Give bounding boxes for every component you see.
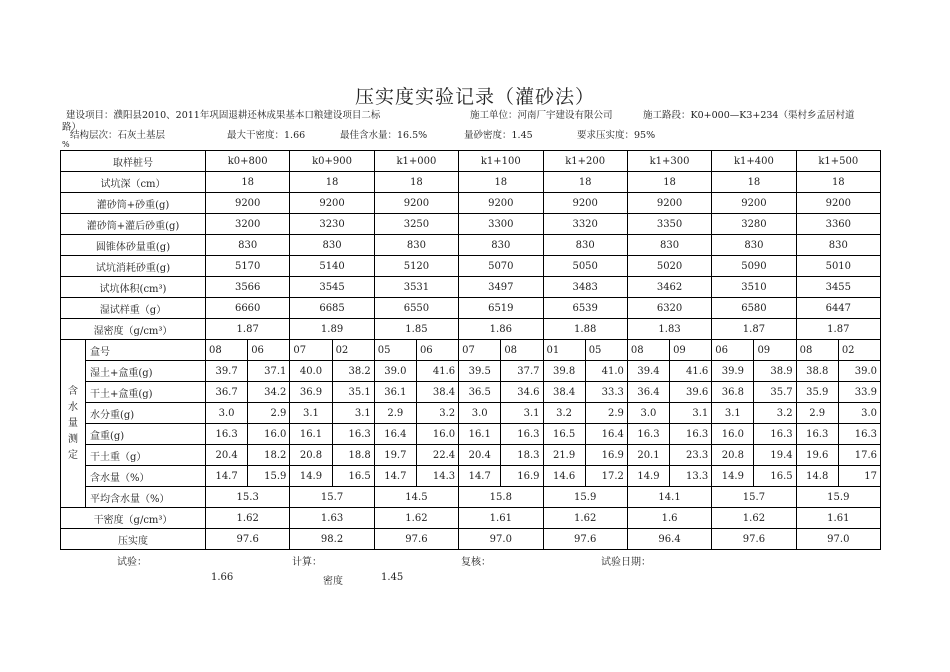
value-cell: 6447 <box>796 298 880 319</box>
sub-value-cell: 34.6 <box>501 382 543 403</box>
sub-value-cell: 18.8 <box>332 445 374 466</box>
sub-value-cell: 07 <box>290 340 332 361</box>
value-cell: 1.89 <box>290 319 374 340</box>
sub-value-cell: 3.2 <box>416 403 458 424</box>
water-sub-row <box>61 361 881 382</box>
sub-value-cell: 3.1 <box>501 403 543 424</box>
value-cell: 9200 <box>206 193 290 214</box>
row-label: 湿试样重（g） <box>61 298 206 319</box>
sub-value-cell: 20.8 <box>712 445 754 466</box>
station-cell: k0+800 <box>206 151 290 172</box>
meta-sand-density: 量砂密度：1.45 <box>464 130 533 141</box>
sub-value-cell: 14.7 <box>459 466 501 487</box>
sub-value-cell: 16.5 <box>332 466 374 487</box>
sub-value-cell: 3.0 <box>838 403 880 424</box>
value-cell: 18 <box>374 172 458 193</box>
station-cell: k1+500 <box>796 151 880 172</box>
value-cell: 5120 <box>374 256 458 277</box>
sub-value-cell: 36.5 <box>459 382 501 403</box>
sub-value-cell: 16.3 <box>796 424 838 445</box>
sub-value-cell: 40.0 <box>290 361 332 382</box>
sub-value-cell: 33.9 <box>838 382 880 403</box>
value-cell: 6550 <box>374 298 458 319</box>
station-cell: k1+200 <box>543 151 627 172</box>
station-cell: k1+000 <box>374 151 458 172</box>
sub-value-cell: 14.8 <box>796 466 838 487</box>
value-cell: 1.62 <box>543 508 627 529</box>
sub-value-cell: 3.2 <box>754 403 796 424</box>
table-row <box>61 277 881 298</box>
value-cell: 3230 <box>290 214 374 235</box>
sub-value-cell: 08 <box>627 340 669 361</box>
avg-value-cell: 15.8 <box>459 487 543 508</box>
meta-max-density: 最大干密度：1.66 <box>227 130 306 141</box>
sub-value-cell: 16.4 <box>585 424 627 445</box>
sub-value-cell: 36.8 <box>712 382 754 403</box>
water-sub-row <box>61 466 881 487</box>
table-row <box>61 508 881 529</box>
sub-value-cell: 3.1 <box>712 403 754 424</box>
water-content-side-label: 含 水 量 测 定 <box>61 340 86 508</box>
row-label: 压实度 <box>61 529 206 550</box>
sub-value-cell: 14.7 <box>206 466 248 487</box>
value-cell: 830 <box>796 235 880 256</box>
meta-project: 建设项目：濮阳县2010、2011年巩固退耕还林成果基本口粮建设项目二标 <box>66 110 381 121</box>
value-cell: 5090 <box>712 256 796 277</box>
sub-row-label: 含水量（%） <box>86 466 206 487</box>
value-cell: 18 <box>206 172 290 193</box>
value-cell: 6320 <box>627 298 711 319</box>
sub-value-cell: 41.6 <box>670 361 712 382</box>
sub-value-cell: 35.7 <box>754 382 796 403</box>
sub-value-cell: 16.3 <box>670 424 712 445</box>
value-cell: 830 <box>374 235 458 256</box>
value-cell: 1.62 <box>206 508 290 529</box>
sub-value-cell: 14.9 <box>712 466 754 487</box>
sub-value-cell: 39.7 <box>206 361 248 382</box>
value-cell: 97.0 <box>796 529 880 550</box>
value-cell: 18 <box>459 172 543 193</box>
row-label: 圆锥体砂量重(g) <box>61 235 206 256</box>
sub-row-label: 干土+盒重(g) <box>86 382 206 403</box>
sub-value-cell: 16.1 <box>290 424 332 445</box>
sub-value-cell: 08 <box>796 340 838 361</box>
water-sub-row <box>61 424 881 445</box>
value-cell: 3497 <box>459 277 543 298</box>
value-cell: 98.2 <box>290 529 374 550</box>
sub-value-cell: 38.4 <box>416 382 458 403</box>
sub-value-cell: 20.4 <box>206 445 248 466</box>
avg-value-cell: 15.9 <box>543 487 627 508</box>
sub-value-cell: 2.9 <box>248 403 290 424</box>
value-cell: 97.6 <box>206 529 290 550</box>
sub-value-cell: 16.0 <box>248 424 290 445</box>
value-cell: 9200 <box>712 193 796 214</box>
sub-value-cell: 16.9 <box>585 445 627 466</box>
value-cell: 9200 <box>374 193 458 214</box>
table-row <box>61 256 881 277</box>
sub-value-cell: 16.9 <box>501 466 543 487</box>
sub-row-label: 湿土+盒重(g) <box>86 361 206 382</box>
value-cell: 1.87 <box>796 319 880 340</box>
sub-value-cell: 3.0 <box>206 403 248 424</box>
sub-value-cell: 17.2 <box>585 466 627 487</box>
row-label: 灌砂筒+砂重(g) <box>61 193 206 214</box>
footer-calc: 计算： <box>292 557 322 568</box>
sub-value-cell: 15.9 <box>248 466 290 487</box>
sub-value-cell: 19.7 <box>374 445 416 466</box>
sub-value-cell: 16.3 <box>206 424 248 445</box>
sub-value-cell: 02 <box>838 340 880 361</box>
avg-value-cell: 15.7 <box>290 487 374 508</box>
sub-value-cell: 33.3 <box>585 382 627 403</box>
sub-value-cell: 14.3 <box>416 466 458 487</box>
sub-value-cell: 16.3 <box>501 424 543 445</box>
value-cell: 1.87 <box>206 319 290 340</box>
sub-row-label: 盒号 <box>86 340 206 361</box>
sub-value-cell: 08 <box>501 340 543 361</box>
value-cell: 5170 <box>206 256 290 277</box>
value-cell: 830 <box>543 235 627 256</box>
value-cell: 9200 <box>627 193 711 214</box>
value-cell: 1.83 <box>627 319 711 340</box>
value-cell: 96.4 <box>627 529 711 550</box>
page-title: 压实度实验记录（灌砂法） <box>354 86 595 108</box>
value-cell: 18 <box>712 172 796 193</box>
sub-value-cell: 01 <box>543 340 585 361</box>
water-sub-row <box>61 382 881 403</box>
value-cell: 1.61 <box>796 508 880 529</box>
sub-value-cell: 36.4 <box>627 382 669 403</box>
sub-value-cell: 36.9 <box>290 382 332 403</box>
sub-value-cell: 16.1 <box>459 424 501 445</box>
value-cell: 1.88 <box>543 319 627 340</box>
sub-value-cell: 06 <box>712 340 754 361</box>
value-cell: 5140 <box>290 256 374 277</box>
station-cell: k1+100 <box>459 151 543 172</box>
sub-value-cell: 37.7 <box>501 361 543 382</box>
meta-opt-water: 最佳含水量：16.5% <box>340 130 428 141</box>
meta-layer: 结构层次：石灰土基层 <box>70 130 166 141</box>
sub-value-cell: 07 <box>459 340 501 361</box>
sub-value-cell: 14.6 <box>543 466 585 487</box>
sub-value-cell: 17.6 <box>838 445 880 466</box>
sub-value-cell: 36.7 <box>206 382 248 403</box>
value-cell: 6519 <box>459 298 543 319</box>
value-cell: 3250 <box>374 214 458 235</box>
table-row <box>61 214 881 235</box>
sub-value-cell: 3.0 <box>459 403 501 424</box>
sub-value-cell: 05 <box>374 340 416 361</box>
value-cell: 3510 <box>712 277 796 298</box>
sub-value-cell: 05 <box>585 340 627 361</box>
water-sub-row <box>61 445 881 466</box>
value-cell: 830 <box>290 235 374 256</box>
sub-value-cell: 02 <box>332 340 374 361</box>
value-cell: 1.63 <box>290 508 374 529</box>
sub-value-cell: 3.1 <box>290 403 332 424</box>
sub-value-cell: 23.3 <box>670 445 712 466</box>
value-cell: 5070 <box>459 256 543 277</box>
sub-value-cell: 17 <box>838 466 880 487</box>
value-cell: 18 <box>543 172 627 193</box>
value-cell: 1.62 <box>374 508 458 529</box>
sub-value-cell: 14.7 <box>374 466 416 487</box>
sub-value-cell: 39.9 <box>712 361 754 382</box>
footer-value-1: 1.66 <box>211 572 234 583</box>
sub-value-cell: 09 <box>754 340 796 361</box>
avg-value-cell: 14.5 <box>374 487 458 508</box>
row-label: 干密度（g/cm³） <box>61 508 206 529</box>
value-cell: 1.86 <box>459 319 543 340</box>
sub-value-cell: 41.0 <box>585 361 627 382</box>
footer-tester: 试验： <box>117 557 147 568</box>
sub-value-cell: 20.4 <box>459 445 501 466</box>
value-cell: 9200 <box>290 193 374 214</box>
value-cell: 3483 <box>543 277 627 298</box>
sub-value-cell: 16.0 <box>712 424 754 445</box>
avg-row-label: 平均含水量（%） <box>86 487 206 508</box>
value-cell: 18 <box>290 172 374 193</box>
sub-value-cell: 3.0 <box>627 403 669 424</box>
value-cell: 97.6 <box>374 529 458 550</box>
sub-value-cell: 16.3 <box>627 424 669 445</box>
value-cell: 18 <box>796 172 880 193</box>
sub-value-cell: 16.4 <box>374 424 416 445</box>
value-cell: 3280 <box>712 214 796 235</box>
value-cell: 97.0 <box>459 529 543 550</box>
water-sub-row <box>61 340 881 361</box>
avg-value-cell: 15.3 <box>206 487 290 508</box>
sub-value-cell: 16.0 <box>416 424 458 445</box>
value-cell: 6539 <box>543 298 627 319</box>
sub-value-cell: 3.1 <box>670 403 712 424</box>
sub-row-label: 干土重（g） <box>86 445 206 466</box>
sub-value-cell: 19.6 <box>796 445 838 466</box>
meta-req-compaction: 要求压实度：95% <box>577 130 656 141</box>
sub-value-cell: 38.9 <box>754 361 796 382</box>
value-cell: 3350 <box>627 214 711 235</box>
sub-value-cell: 41.6 <box>416 361 458 382</box>
meta-contractor: 施工单位：河南厂宇建设有限公司 <box>470 110 613 121</box>
value-cell: 830 <box>459 235 543 256</box>
meta-section: 施工路段：K0+000—K3+234（渠村乡孟居村道 <box>643 110 855 121</box>
row-label: 湿密度（g/cm³） <box>61 319 206 340</box>
sub-value-cell: 16.5 <box>754 466 796 487</box>
sub-value-cell: 18.3 <box>501 445 543 466</box>
footer-date: 试验日期： <box>601 557 651 568</box>
value-cell: 1.61 <box>459 508 543 529</box>
row-label: 试坑深（cm） <box>61 172 206 193</box>
avg-value-cell: 15.7 <box>712 487 796 508</box>
value-cell: 9200 <box>796 193 880 214</box>
sub-value-cell: 39.0 <box>838 361 880 382</box>
sub-value-cell: 2.9 <box>585 403 627 424</box>
footer-density-label: 密度 <box>323 576 343 587</box>
sub-value-cell: 3.1 <box>332 403 374 424</box>
value-cell: 9200 <box>459 193 543 214</box>
sub-value-cell: 20.1 <box>627 445 669 466</box>
sub-value-cell: 37.1 <box>248 361 290 382</box>
value-cell: 6660 <box>206 298 290 319</box>
sub-value-cell: 39.0 <box>374 361 416 382</box>
sub-value-cell: 20.8 <box>290 445 332 466</box>
value-cell: 6685 <box>290 298 374 319</box>
value-cell: 1.62 <box>712 508 796 529</box>
table-row <box>61 172 881 193</box>
sub-value-cell: 38.8 <box>796 361 838 382</box>
water-sub-row <box>61 403 881 424</box>
value-cell: 97.6 <box>543 529 627 550</box>
value-cell: 3200 <box>206 214 290 235</box>
value-cell: 3462 <box>627 277 711 298</box>
avg-value-cell: 15.9 <box>796 487 880 508</box>
value-cell: 5050 <box>543 256 627 277</box>
avg-value-cell: 14.1 <box>627 487 711 508</box>
sub-value-cell: 06 <box>416 340 458 361</box>
value-cell: 830 <box>206 235 290 256</box>
table-header-row <box>61 151 881 172</box>
value-cell: 1.87 <box>712 319 796 340</box>
sub-value-cell: 18.2 <box>248 445 290 466</box>
sub-value-cell: 16.3 <box>754 424 796 445</box>
sub-value-cell: 22.4 <box>416 445 458 466</box>
sub-value-cell: 09 <box>670 340 712 361</box>
meta-section-cont: 路） <box>62 122 82 133</box>
sub-row-label: 盒重(g) <box>86 424 206 445</box>
table-row <box>61 298 881 319</box>
sub-value-cell: 21.9 <box>543 445 585 466</box>
value-cell: 3455 <box>796 277 880 298</box>
sub-value-cell: 39.6 <box>670 382 712 403</box>
value-cell: 3545 <box>290 277 374 298</box>
row-label: 试坑消耗砂重(g) <box>61 256 206 277</box>
table-row <box>61 319 881 340</box>
value-cell: 3320 <box>543 214 627 235</box>
footer-value-2: 1.45 <box>381 572 404 583</box>
value-cell: 3300 <box>459 214 543 235</box>
value-cell: 5010 <box>796 256 880 277</box>
value-cell: 97.6 <box>712 529 796 550</box>
sub-value-cell: 38.4 <box>543 382 585 403</box>
station-cell: k0+900 <box>290 151 374 172</box>
sub-value-cell: 13.3 <box>670 466 712 487</box>
table-row <box>61 529 881 550</box>
value-cell: 6580 <box>712 298 796 319</box>
sub-value-cell: 2.9 <box>796 403 838 424</box>
table-row <box>61 193 881 214</box>
sub-value-cell: 3.2 <box>543 403 585 424</box>
sub-value-cell: 14.9 <box>627 466 669 487</box>
sub-value-cell: 14.9 <box>290 466 332 487</box>
header-label-cell: 取样桩号 <box>61 151 206 172</box>
sub-value-cell: 08 <box>206 340 248 361</box>
value-cell: 830 <box>712 235 796 256</box>
station-cell: k1+400 <box>712 151 796 172</box>
sub-value-cell: 06 <box>248 340 290 361</box>
sub-value-cell: 38.2 <box>332 361 374 382</box>
sub-value-cell: 39.4 <box>627 361 669 382</box>
value-cell: 3531 <box>374 277 458 298</box>
sub-value-cell: 16.3 <box>838 424 880 445</box>
value-cell: 18 <box>627 172 711 193</box>
sub-value-cell: 16.5 <box>543 424 585 445</box>
sub-value-cell: 34.2 <box>248 382 290 403</box>
station-cell: k1+300 <box>627 151 711 172</box>
value-cell: 1.6 <box>627 508 711 529</box>
value-cell: 5020 <box>627 256 711 277</box>
sub-value-cell: 36.1 <box>374 382 416 403</box>
sub-value-cell: 35.1 <box>332 382 374 403</box>
meta-percent: % <box>62 140 70 149</box>
row-label: 试坑体积(cm³) <box>61 277 206 298</box>
sub-value-cell: 2.9 <box>374 403 416 424</box>
row-label: 灌砂筒+灌后砂重(g) <box>61 214 206 235</box>
compaction-table <box>60 150 881 550</box>
value-cell: 9200 <box>543 193 627 214</box>
sub-value-cell: 39.5 <box>459 361 501 382</box>
avg-water-row <box>61 487 881 508</box>
value-cell: 830 <box>627 235 711 256</box>
value-cell: 3360 <box>796 214 880 235</box>
footer-review: 复核： <box>461 557 491 568</box>
value-cell: 1.85 <box>374 319 458 340</box>
value-cell: 3566 <box>206 277 290 298</box>
table-row <box>61 235 881 256</box>
sub-value-cell: 35.9 <box>796 382 838 403</box>
sub-value-cell: 39.8 <box>543 361 585 382</box>
sub-row-label: 水分重(g) <box>86 403 206 424</box>
sub-value-cell: 16.3 <box>332 424 374 445</box>
sub-value-cell: 19.4 <box>754 445 796 466</box>
